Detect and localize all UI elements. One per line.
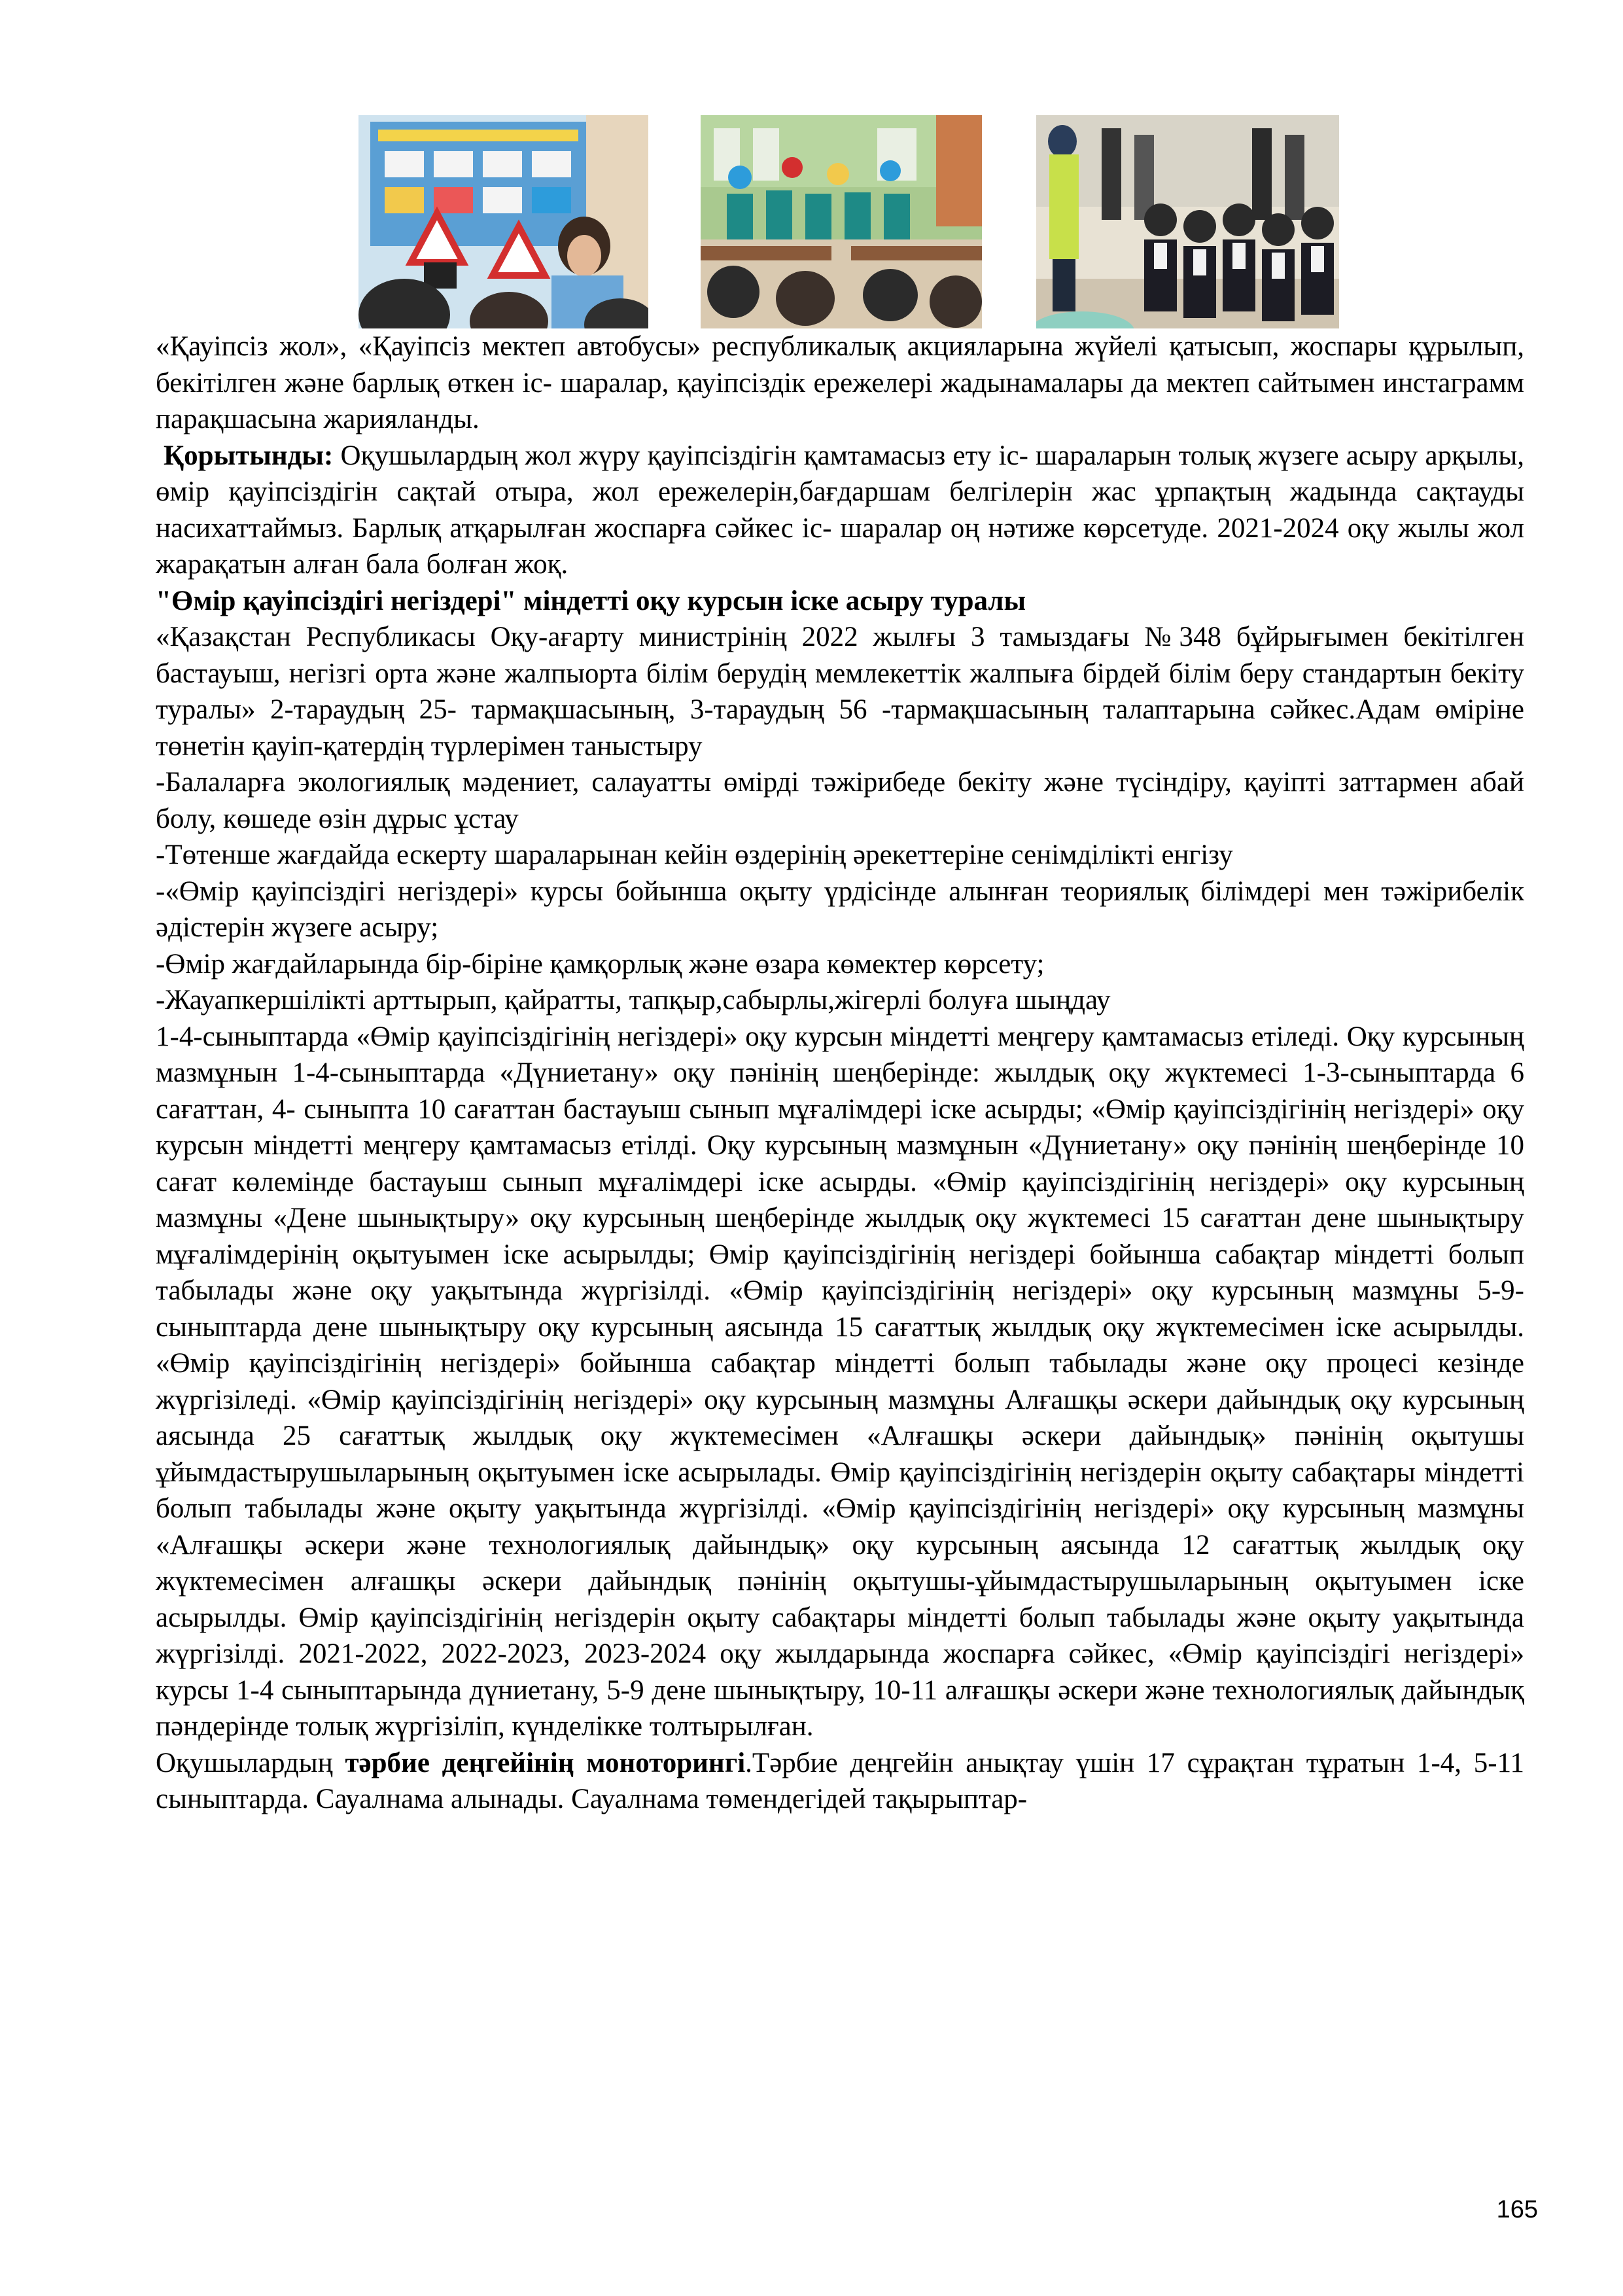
monitoring-end: .Тәрбие деңгейін анықтау үшін 17 сұрақтан тұратын 1-4, 5-11 сыныптарда. Сауалнама алынады. Сауалнама төмендегідей тақырыптар- (156, 1747, 1525, 1814)
list-item: -Жауапкершілікті арттырып, қайратты, тапқыр,сабырлы,жігерлі болуға шыңдау (156, 985, 1111, 1016)
list-item: -Өмір жағдайларында бір-біріне қамқорлық және өзара көмектер көрсету; (156, 948, 1045, 980)
list-item: -Төтенше жағдайда ескерту шараларынан кейін өздерінің әрекеттеріне сенімділікті енгізу (156, 839, 1233, 870)
paragraph-monitoring (156, 1745, 1524, 1818)
classroom-road-safety-lesson-photo (358, 115, 648, 328)
section-heading: "Өмір қауіпсіздігі негіздері" міндетті оқу курсын іске асыру туралы (156, 585, 1026, 616)
paragraph-course-implementation: 1-4-сыныптарда «Өмір қауіпсіздігінің негіздері» оқу курсын міндетті меңгеру қамтамасыз етіледі. Оқу курсының мазмұнын 1-4-сыныптарда «Дүниетану» оқу пәнінің шеңберінде: жылдық оқу жүктемесі 1-3-сыныптарда 6 сағаттан, 4- сыныпта 10 сағаттан бастауыш сынып мұғалімдері іске асырды; «Өмір қауіпсіздігінің негіздері» оқу курсын міндетті меңгеру қамтамасыз етілді. Оқу курсының мазмұнын «Дүниетану» оқу пәнінің шеңберінде 10 сағат көлемінде бастауыш сынып мұғалімдері іске асырды. «Өмір қауіпсіздігінің негіздері» оқу курсының мазмұны «Дене шынықтыру» оқу курсының шеңберінде жылдық оқу жүктемесі 15 сағаттан дене шынықтыру мұғалімдерінің оқытуымен іске асырылды; Өмір қауіпсіздігінің негіздері бойынша сабақтар міндетті болып табылады және оқу уақытында жүргізілді. «Өмір қауіпсіздігінің негіздері» оқу курсының мазмұны 5-9- сыныптарда дене шынықтыру оқу курсының аясында 15 сағаттық жылдық оқу жүктемесімен іске асырылды. «Өмір қауіпсіздігінің негіздері» бойынша сабақтар міндетті болып табылады және оқу процесі кезінде жүргізіледі. «Өмір қауіпсіздігінің негіздері» оқу курсының мазмұны Алғашқы әскери дайындық оқу курсының аясында 25 сағаттық жылдық оқу жүктемесімен «Алғашқы әскери дайындық» пәнінің оқытушы ұйымдастырушыларының оқытуымен іске асырылады. Өмір қауіпсіздігінің негіздерін оқыту сабақтары міндетті болып табылады және оқыту уақытында жүргізілді. «Өмір қауіпсіздігінің негіздері» оқу курсының мазмұны «Алғашқы әскери және технологиялық дайындық» оқу курсының аясында 12 сағаттық жылдық оқу жүктемесімен алғашқы әскери дайындық пәнінің оқытушы-ұйымдастырушыларының оқытуымен іске асырылды. Өмір қауіпсіздігінің негіздерін оқыту сабақтары міндетті болып табылады және оқыту уақытында жүргізілді. 2021-2022, 2022-2023, 2023-2024 оқу жылдарында жоспарға сәйкес, «Өмір қауіпсіздігі негіздері» курсы 1-4 сыныптарында дүниетану, 5-9 дене шынықтыру, 10-11 алғашқы әскери және технологиялық дайындық пәндерінде толық жүргізіліп, күнделікке толтырылған. (156, 1021, 1524, 1742)
monitoring-bold: тәрбие деңгейінің моноторингі (345, 1747, 746, 1778)
monitoring-start: Оқушылардың (156, 1747, 345, 1778)
paragraph-standard: «Қазақстан Республикасы Оқу-ағарту министрінің 2022 жылғы 3 тамыздағы №348 бұйрығымен бекітілген бастауыш, негізгі орта және жалпыорта білім берудің мемлекеттік жалпыға бірдей білім беру стандартын бекіту туралы» 2-тараудың 25- тармақшасының, 3-тараудың 56 -тармақшасының талаптарына сәйкес.Адам өміріне төнетін қауіп-қатердің түрлерімен таныстыру (156, 622, 1524, 762)
list-item: -«Өмір қауіпсіздігі негіздері» курсы бойынша оқыту үрдісінде алынған теориялық білімдері мен тәжірибелік әдістерін жүзеге асыру; (156, 875, 1524, 943)
paragraph-conclusion (156, 438, 1524, 583)
main-text (156, 328, 1524, 1818)
photo-strip (0, 115, 1623, 328)
students-with-road-signs-photo (701, 115, 982, 328)
paragraph-safe-road-campaign: «Қауіпсіз жол», «Қауіпсіз мектеп автобусы» республикалық акцияларына жүйелі қатысып, жоспары құрылып, бекітілген және барлық өткен іс- шаралар, қауіпсіздік ережелері жадынамалары да мектеп сайтымен инстаграмм парақшасына жарияланды. (156, 331, 1524, 434)
police-officer-with-pupils-photo (1036, 115, 1339, 328)
conclusion-text: Оқушылардың жол жүру қауіпсіздігін қамтамасыз ету іс- шараларын толық жүзеге асыру арқылы, өмір қауіпсіздігін сақтай отыра, жол ережелерін,бағдаршам белгілерін жас ұрпақтың жадында сақтауды насихаттаймыз. Барлық атқарылған жоспарға сәйкес іс- шаралар оң нәтиже көрсетуде. 2021-2024 оқу жылы жол жарақатын алған бала болған жоқ. (156, 440, 1524, 580)
conclusion-label: Қорытынды: (164, 440, 334, 471)
page-number: 165 (1496, 2196, 1538, 2223)
list-item: -Балаларға экологиялық мәдениет, салауатты өмірді тәжірибеде бекіту және түсіндіру, қауіпті заттармен абай болу, көшеде өзін дұрыс ұстау (156, 767, 1524, 834)
